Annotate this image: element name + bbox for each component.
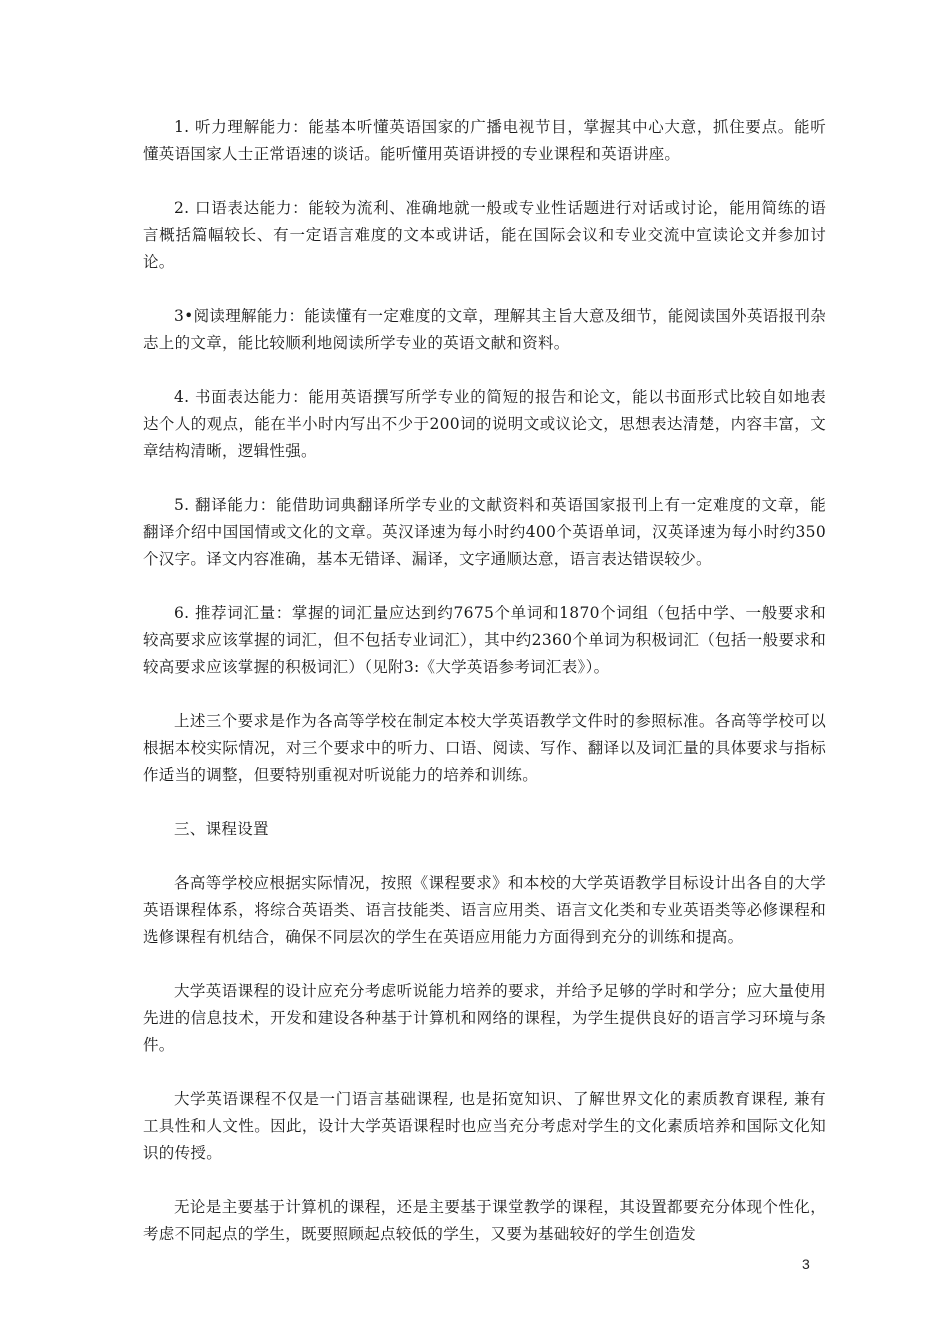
section-heading: 三、课程设置: [174, 820, 269, 838]
paragraph-course-design: 大学英语课程的设计应充分考虑听说能力培养的要求，并给予足够的学时和学分；应大量使用先进的信息技术，开发和建设各种基于计算机和网络的课程，为学生提供良好的语言学习环境与条件。: [143, 982, 826, 1054]
paragraph-translation: 5. 翻译能力：能借助词典翻译所学专业的文献资料和英语国家报刊上有一定难度的文章，能翻译介绍中国国情或文化的文章。英汉译速为每小时约400个英语单词，汉英译速为每小时约350个汉字。译文内容准确，基本无错译、漏译，文字通顺达意，语言表达错误较少。: [143, 496, 826, 568]
paragraph-vocabulary: 6. 推荐词汇量：掌握的词汇量应达到约7675个单词和1870个词组（包括中学、一般要求和较高要求应该掌握的词汇，但不包括专业词汇），其中约2360个单词为积极词汇（包括一般要求和较高要求应该掌握的积极词汇）（见附3:《大学英语参考词汇表》）。: [143, 604, 826, 676]
document-body: [143, 114, 826, 1248]
paragraph-culture: 大学英语课程不仅是一门语言基础课程, 也是拓宽知识、了解世界文化的素质教育课程, 兼有工具性和人文性。因此，设计大学英语课程时也应当充分考虑对学生的文化素质培养和国际文化知识的传授。: [143, 1090, 826, 1162]
paragraph-individualization: 无论是主要基于计算机的课程，还是主要基于课堂教学的课程，其设置都要充分体现个性化，考虑不同起点的学生，既要照顾起点较低的学生，又要为基础较好的学生创造发: [143, 1198, 826, 1243]
paragraph-writing: 4. 书面表达能力：能用英语撰写所学专业的简短的报告和论文，能以书面形式比较自如地表达个人的观点，能在半小时内写出不少于200词的说明文或议论文，思想表达清楚，内容丰富，文章结构清晰，逻辑性强。: [143, 388, 826, 460]
paragraph-standards: 上述三个要求是作为各高等学校在制定本校大学英语教学文件时的参照标准。各高等学校可以根据本校实际情况，对三个要求中的听力、口语、阅读、写作、翻译以及词汇量的具体要求与指标作适当的调整，但要特别重视对听说能力的培养和训练。: [143, 712, 826, 784]
paragraph-reading: 3•阅读理解能力：能读懂有一定难度的文章，理解其主旨大意及细节，能阅读国外英语报刊杂志上的文章，能比较顺利地阅读所学专业的英语文献和资料。: [143, 307, 826, 352]
paragraph-speaking: 2. 口语表达能力：能较为流利、准确地就一般或专业性话题进行对话或讨论，能用简练的语言概括篇幅较长、有一定语言难度的文本或讲话，能在国际会议和专业交流中宣读论文并参加讨论。: [143, 199, 826, 271]
paragraph-listening: 1. 听力理解能力：能基本听懂英语国家的广播电视节目，掌握其中心大意，抓住要点。能听懂英语国家人士正常语速的谈话。能听懂用英语讲授的专业课程和英语讲座。: [143, 118, 826, 163]
page-number: 3: [802, 1256, 810, 1272]
paragraph-curriculum-system: 各高等学校应根据实际情况，按照《课程要求》和本校的大学英语教学目标设计出各自的大学英语课程体系，将综合英语类、语言技能类、语言应用类、语言文化类和专业英语类等必修课程和选修课程有机结合，确保不同层次的学生在英语应用能力方面得到充分的训练和提高。: [143, 874, 826, 946]
